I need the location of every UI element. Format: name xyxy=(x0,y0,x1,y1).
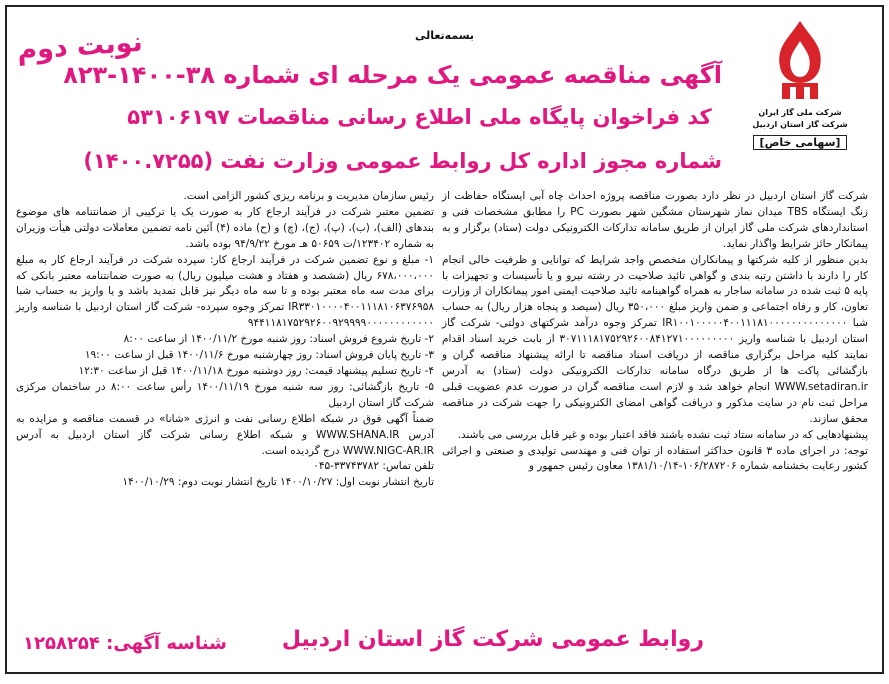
paragraph: شرکت گاز استان اردبیل در نظر دارد بصورت مناقصه پروژه احداث چاه آبی ایستگاه حفاظت از زنگ ایستگاه TBS میدان نماز شهرستان مشگین شهر بصورت PC را مطابق مشخصات فنی و استانداردهای شرکت ملی گاز ایران از طریق سامانه تدارکات الکترونیکی دولت (ستاد) برگزار و به پیمانکار حائز شرایط واگذار نماید. xyxy=(442,190,868,250)
paragraph: تضمین معتبر شرکت در فرآیند ارجاع کار به صورت یک یا ترکیبی از ضمانتنامه های موضوع بندهای (الف)، (ب)، (پ)، (ج)، (چ) و (ح) ماده (۴) آئین نامه تضمین معاملات دولتی هیأت وزیران به شماره ۱۲۳۴۰۲/ت ۵۰۶۵۹ هـ مورخ ۹۴/۹/۲۲ بوده باشد. xyxy=(16,205,434,250)
paragraph: ۳- تاریخ پایان فروش اسناد: روز چهارشنبه مورخ ۱۴۰۰/۱۱/۶ قبل از ساعت ۱۹:۰۰ xyxy=(84,349,434,362)
besmellah: بسمه‌تعالی xyxy=(414,29,475,42)
advertisement-page xyxy=(5,5,884,674)
paragraph: رئیس سازمان مدیریت و برنامه ریزی کشور الزامی است. xyxy=(183,190,434,202)
paragraph: ۵- تاریخ بازگشائی: روز سه شنبه مورخ ۱۴۰۰/۱۱/۱۹ رأس ساعت ۸:۰۰ در ساختمان مرکزی شرکت گاز استان اردبیل xyxy=(16,380,434,409)
paragraph: ۴- تاریخ تسلیم پیشنهاد قیمت: روز دوشنبه مورخ ۱۴۰۰/۱۱/۱۸ قبل از ساعت ۱۲:۳۰ xyxy=(78,364,434,377)
left-column xyxy=(16,189,434,609)
tender-title: آگهی مناقصه عمومی یک مرحله ای شماره ۳۸-۱۴۰۰-۸۲۳ xyxy=(63,61,722,89)
paragraph: تاریخ انتشار نوبت اول: ۱۴۰۰/۱۰/۲۷ تاریخ انتشار نوبت دوم: ۱۴۰۰/۱۰/۲۹ xyxy=(122,476,434,489)
license-number: شماره مجوز اداره کل روابط عمومی وزارت نفت (۱۴۰۰.۷۲۵۵) xyxy=(83,149,722,173)
logo-company-name: شرکت ملی گاز ایران xyxy=(758,108,842,117)
paragraph: ضمناً آگهی فوق در شبکه اطلاع رسانی نفت و انرژی «شانا» در قسمت مناقصه و مزایده به آدرس WWW.SHANA.IR و شبکه اطلاع رسانی شرکت گاز استان اردبیل به آدرس WWW.NIGC-AR.IR درج گردیده است. xyxy=(16,412,435,457)
right-column xyxy=(442,189,868,629)
public-relations-signature: روابط عمومی شرکت گاز استان اردبیل xyxy=(281,627,704,652)
paragraph: ۲- تاریخ شروع فروش اسناد: روز شنبه مورخ ۱۴۰۰/۱۱/۲ از ساعت ۸:۰۰ xyxy=(123,333,434,346)
paragraph: ۱- مبلغ و نوع تضمین شرکت در فرآیند ارجاع کار: سپرده شرکت در فرآیند ارجاع کار به مبلغ ۶۷۸،۰۰۰،۰۰۰ ریال (ششصد و هفتاد و هشت میلیون ریال) به صورت ضمانتنامه معتبر بانکی که برای مدت سه ماه معتبر بوده و تا سه ماه دیگر نیز قابل تمدید باشد و یا واریز به حساب شبا IR۳۳۰۱۰۰۰۰۴۰۰۱۱۱۸۱۰۶۳۷۶۹۵۸ تمرکز وجوه سپرده- شرکت گاز استان اردبیل با شناسه واریز ۹۴۴۱۱۸۱۷۵۲۹۲۶۰۰۹۲۹۹۹۹۰۰۰۰۰۰۰۰۰۰۰۰ xyxy=(16,253,434,330)
paragraph: تلفن تماس: ۳۳۷۴۳۷۸۲-۰۴۵ xyxy=(313,460,434,473)
paragraph: توجه: در اجرای ماده ۳ قانون حداکثر استفاده از توان فنی و مهندسی تولیدی و صنعتی و اجرائی کشور رعایت بخشنامه شماره ۱۰۶/۲۸۷۲۰۶-۱۳۸۱/۱۰/۱۴ معاون رئیس جمهور و xyxy=(442,444,868,473)
second-round-badge: نوبت دوم xyxy=(16,26,144,67)
tender-code: کد فراخوان پایگاه ملی اطلاع رسانی مناقصات ۵۳۱۰۶۱۹۷ xyxy=(127,105,712,129)
paragraph: بدین منظور از کلیه شرکتها و پیمانکاران متخصص واجد شرایط که توانایی و ظرفیت خالی انجام کار را دارند با داشتن رتبه بندی و گواهی تائید صلاحیت در رشته نیرو و یا تأسیسات و تجهیزات با پایه ۵ ثبت شده در سامانه ساجار به همراه گواهینامه تائید صلاحیت ایمنی امور پیمانکاران از وزارت تعاون، کار و رفاه اجتماعی و ضمن واریز مبلغ ۳۵۰،۰۰۰ ریال (سیصد و پنجاه هزار ریال) به حساب شبا IR۱۰۰۱۰۰۰۰۰۴۰۰۱۱۱۸۱۰۰۰۰۰۰۰۰۰۰۰۰۰۰ تمرکز وجوه درآمد شرکتهای دولتی- شرکت گاز استان اردبیل با شناسه واریز ۳۰۷۱۱۱۸۱۷۵۲۹۲۶۰۰۸۴۱۲۷۱۰۰۰۰۰۰۰۰۰ از بابت خرید اسناد اقدام نمایند کلیه مراحل برگزاری مناقصه از دریافت اسناد مناقصه تا ارائه پیشنهاد مناقصه گران و بازگشائی پاکت ها از طریق درگاه سامانه تدارکات الکترونیکی دولت (ستاد) به آدرس WWW.setadiran.ir انجام خواهد شد و لازم است مناقصه گران در صورت عدم عضویت قبلی مراحل ثبت نام در سایت مذکور و دریافت گواهی امضای الکترونیکی را جهت شرکت در مناقصه محقق سازند. xyxy=(442,253,868,425)
paragraph: پیشنهادهایی که در سامانه ستاد ثبت نشده باشند فاقد اعتبار بوده و غیر قابل بررسی می باشند. xyxy=(457,428,868,441)
logo-province-company: شرکت گاز استان اردبیل xyxy=(752,120,848,129)
ad-id: شناسه آگهی: ۱۲۵۸۲۵۴ xyxy=(23,633,227,654)
logo-company-type: [سهامی خاص] xyxy=(753,135,848,150)
